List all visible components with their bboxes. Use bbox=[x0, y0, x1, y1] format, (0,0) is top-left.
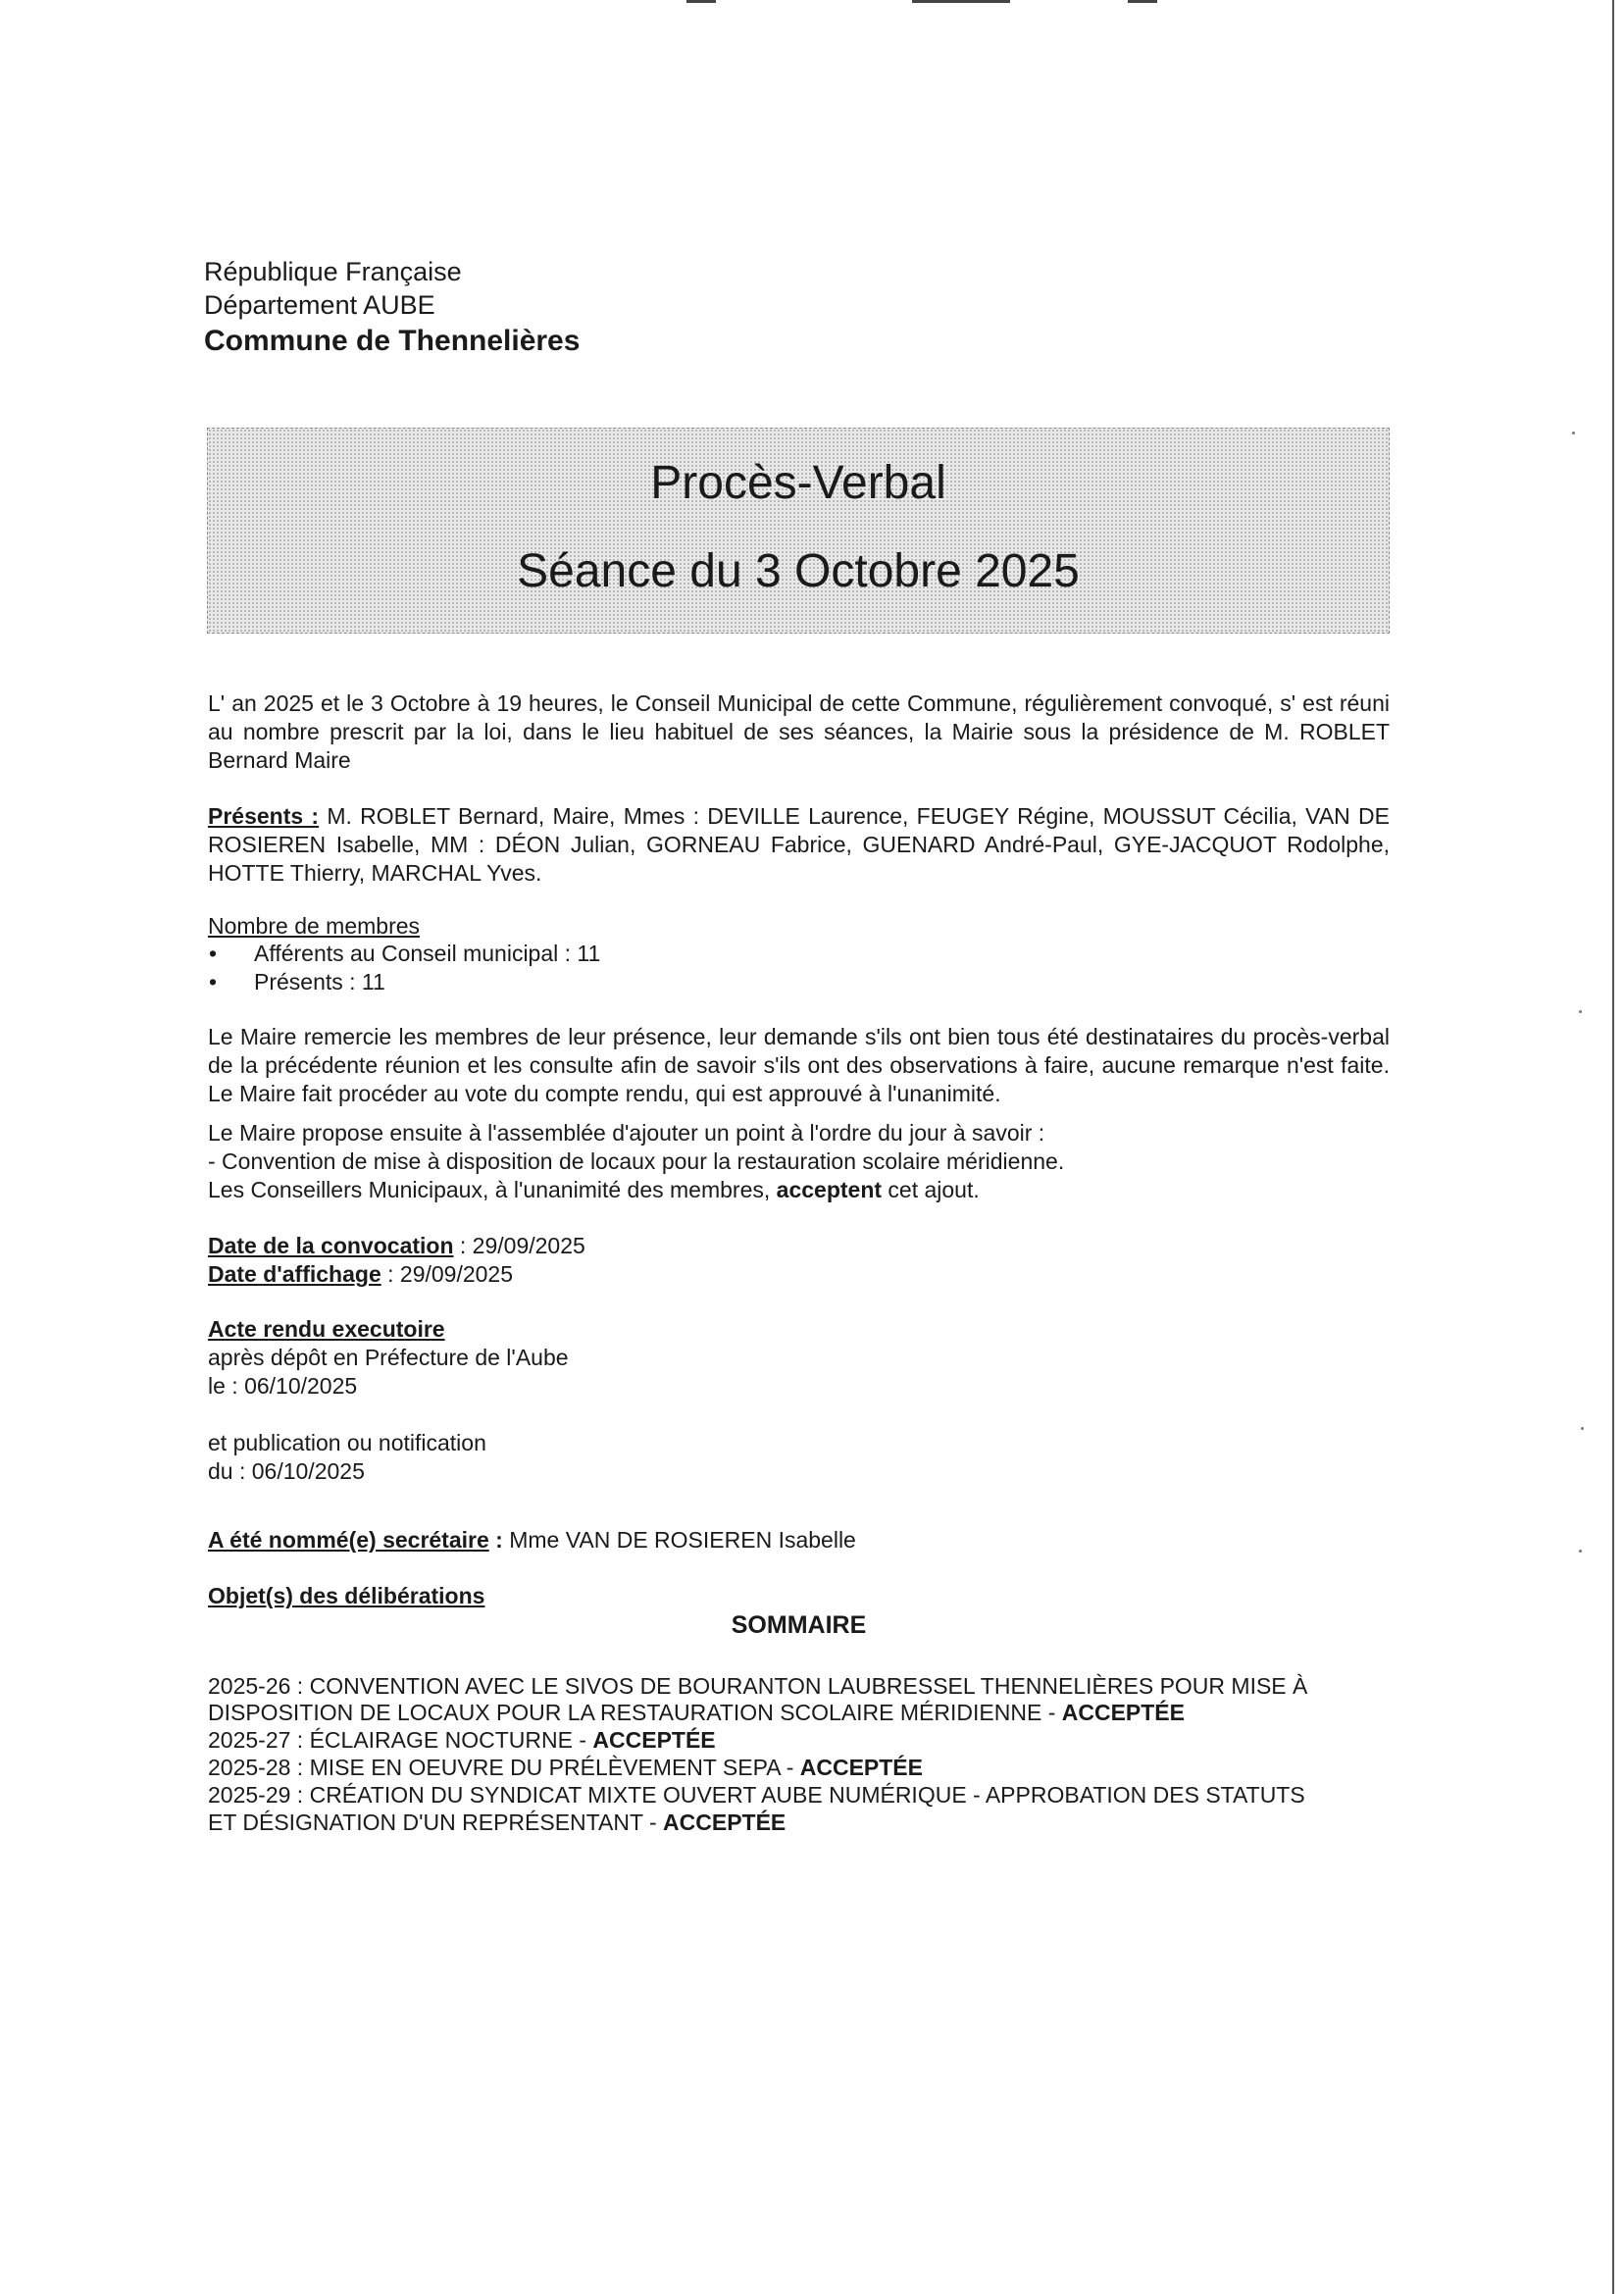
sommaire-item-2025-29-line-1: 2025-29 : CRÉATION DU SYNDICAT MIXTE OUVERT AUBE NUMÉRIQUE - APPROBATION DES STATUTS bbox=[208, 1782, 1305, 1808]
bullet-icon: • bbox=[209, 941, 218, 966]
scan-speck bbox=[1579, 1010, 1582, 1013]
objets-heading: Objet(s) des délibérations bbox=[208, 1583, 485, 1608]
secretaire-value: Mme VAN DE ROSIEREN Isabelle bbox=[509, 1527, 856, 1553]
executoire-line-1: après dépôt en Préfecture de l'Aube bbox=[208, 1345, 569, 1370]
presents-paragraph bbox=[208, 802, 1390, 888]
sommaire-item-2025-28 bbox=[208, 1754, 923, 1782]
members-heading: Nombre de membres bbox=[208, 913, 421, 939]
scan-edge-line bbox=[1612, 0, 1614, 2294]
scan-speck bbox=[1581, 1427, 1584, 1430]
sommaire-item-text: DISPOSITION DE LOCAUX POUR LA RESTAURATION SCOLAIRE MÉRIDIENNE - bbox=[208, 1700, 1062, 1725]
executoire-line-2: le : 06/10/2025 bbox=[208, 1373, 358, 1399]
executoire-line-4: du : 06/10/2025 bbox=[208, 1458, 365, 1484]
agenda-line-1: Le Maire propose ensuite à l'assemblée d'ajouter un point à l'ordre du jour à savoir : bbox=[208, 1120, 1045, 1146]
title-box bbox=[207, 428, 1390, 634]
agenda-accept-word: acceptent bbox=[776, 1177, 883, 1202]
status-accepted: ACCEPTÉE bbox=[1061, 1700, 1185, 1725]
sommaire-item-2025-26-line-1: 2025-26 : CONVENTION AVEC LE SIVOS DE BOURANTON LAUBRESSEL THENNELIÈRES POUR MISE À bbox=[208, 1673, 1308, 1699]
agenda-line-3-post: cet ajout. bbox=[882, 1177, 980, 1202]
members-item-presents: Présents : 11 bbox=[254, 969, 385, 994]
sommaire-item-text: 2025-28 : MISE EN OEUVRE DU PRÉLÈVEMENT SEPA - bbox=[208, 1755, 800, 1780]
scan-mark bbox=[1128, 0, 1157, 3]
sommaire-item-2025-26-line-2 bbox=[208, 1699, 1185, 1727]
header-department: Département AUBE bbox=[204, 290, 435, 320]
status-accepted: ACCEPTÉE bbox=[799, 1755, 923, 1780]
date-convocation bbox=[208, 1232, 585, 1260]
title-line-2: Séance du 3 Octobre 2025 bbox=[517, 545, 1080, 597]
executoire-line-3: et publication ou notification bbox=[208, 1430, 486, 1455]
title-line-1: Procès-Verbal bbox=[650, 457, 946, 509]
secretaire-separator: : bbox=[488, 1527, 510, 1553]
presents-label: Présents : bbox=[208, 803, 320, 829]
date-convocation-value: : 29/09/2025 bbox=[453, 1233, 585, 1258]
sommaire-item-text: 2025-27 : ÉCLAIRAGE NOCTURNE - bbox=[208, 1727, 593, 1753]
date-affichage-value: : 29/09/2025 bbox=[381, 1261, 514, 1287]
sommaire-heading: SOMMAIRE bbox=[731, 1611, 867, 1639]
agenda-line-3-pre: Les Conseillers Municipaux, à l'unanimité des membres, bbox=[208, 1177, 777, 1202]
sommaire-item-text: ET DÉSIGNATION D'UN REPRÉSENTANT - bbox=[208, 1810, 664, 1835]
scan-mark bbox=[912, 0, 1010, 3]
agenda-line-2: - Convention de mise à disposition de locaux pour la restauration scolaire méridienne. bbox=[208, 1148, 1065, 1174]
scan-speck bbox=[1572, 432, 1575, 434]
status-accepted: ACCEPTÉE bbox=[663, 1810, 787, 1835]
members-item-afferents: Afférents au Conseil municipal : 11 bbox=[254, 941, 601, 966]
sommaire-item-2025-29-line-2 bbox=[208, 1809, 786, 1837]
secretaire-label: A été nommé(e) secrétaire bbox=[208, 1527, 489, 1553]
date-affichage-label: Date d'affichage bbox=[208, 1261, 381, 1287]
sommaire-item-2025-27 bbox=[208, 1726, 716, 1755]
date-convocation-label: Date de la convocation bbox=[208, 1233, 454, 1258]
header-commune: Commune de Thennelières bbox=[204, 325, 581, 357]
intro-paragraph: L' an 2025 et le 3 Octobre à 19 heures, le Conseil Municipal de cette Commune, régulièrement convoqué, s' est réuni au nombre prescrit par la loi, dans le lieu habituel de ses séances, la Mairie sous la présidence de M. ROBLET Bernard Maire bbox=[208, 690, 1390, 773]
scan-mark bbox=[686, 0, 716, 3]
secretaire-line bbox=[208, 1526, 856, 1555]
approval-paragraph: Le Maire remercie les membres de leur présence, leur demande s'ils ont bien tous été destinataires du procès-verbal de la précédente réunion et les consulte afin de savoir s'ils ont des observations à faire, aucune remarque n'est faite. Le Maire fait procéder au vote du compte rendu, qui est approuvé à l'unanimité. bbox=[208, 1024, 1390, 1106]
status-accepted: ACCEPTÉE bbox=[592, 1727, 716, 1753]
executoire-heading: Acte rendu executoire bbox=[208, 1316, 445, 1342]
agenda-line-3 bbox=[208, 1176, 980, 1204]
scan-speck bbox=[1579, 1550, 1582, 1553]
bullet-icon: • bbox=[209, 969, 218, 994]
header-republic: République Française bbox=[204, 257, 462, 286]
presents-text: M. ROBLET Bernard, Maire, Mmes : DEVILLE Laurence, FEUGEY Régine, MOUSSUT Cécilia, VAN DE ROSIEREN Isabelle, MM : DÉON Julian, GORNEAU Fabrice, GUENARD André-Paul, GYE-JACQUOT Rodolphe, HOTTE Thierry, MARCHAL Yves. bbox=[208, 803, 1390, 886]
date-affichage bbox=[208, 1260, 513, 1289]
